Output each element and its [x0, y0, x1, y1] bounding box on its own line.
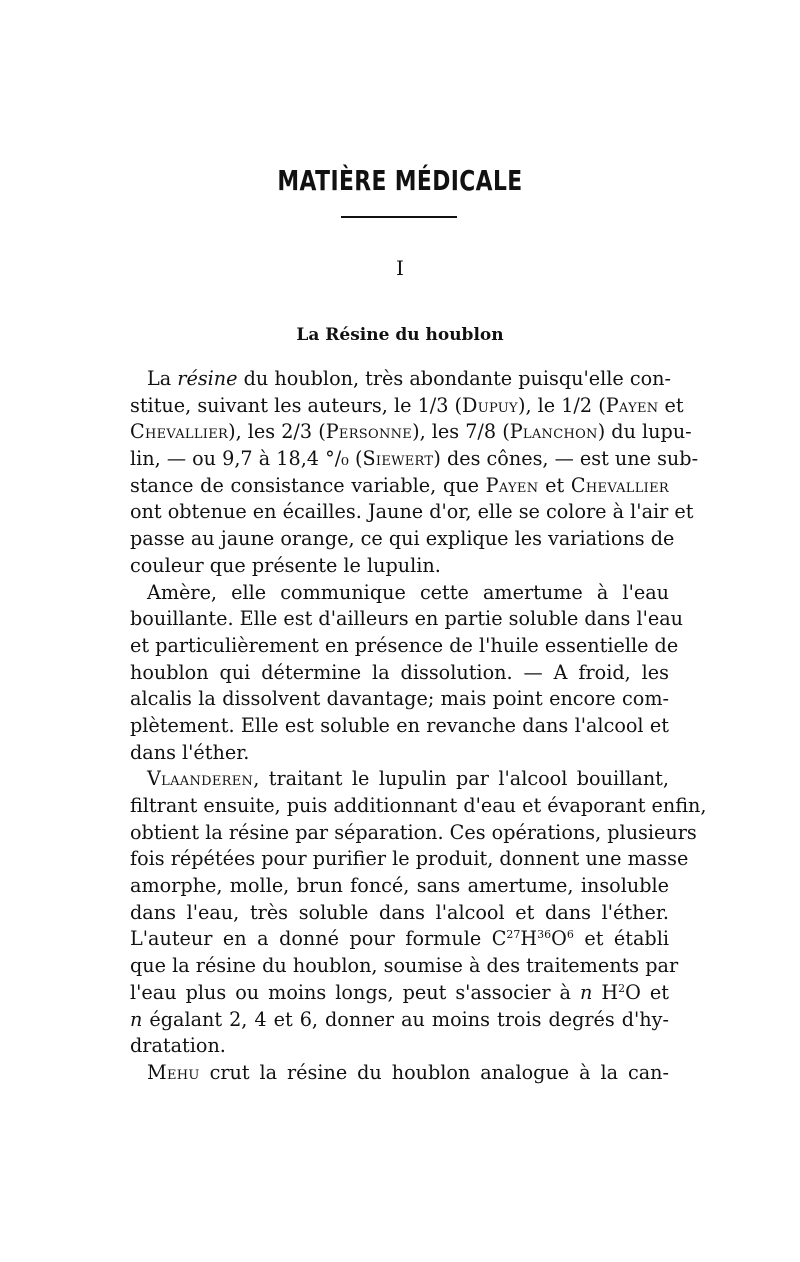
text-line: Amère, elle communique cette amertume à l'eau	[147, 580, 669, 604]
text-line: n égalant 2, 4 et 6, donner au moins trois degrés d'hy-	[130, 1007, 669, 1031]
text-line: Vlaanderen, traitant le lupulin par l'alcool bouillant,	[147, 767, 669, 791]
text-line: ont obtenue en écailles. Jaune d'or, elle se colore à l'air et	[130, 500, 694, 524]
text-line: obtient la résine par séparation. Ces opérations, plusieurs	[130, 820, 697, 844]
text-line: Chevallier), les 2/3 (Personne), les 7/8 (Planchon) du lupu-	[130, 420, 692, 444]
chapter-numeral: I	[396, 256, 404, 280]
body-text	[130, 366, 707, 1087]
title-divider	[341, 216, 457, 218]
page-title: MATIÈRE MÉDICALE	[277, 164, 523, 197]
text-line: l'eau plus ou moins longs, peut s'associer à n $H^2O$ et	[130, 980, 669, 1004]
text-line: passe au jaune orange, ce qui explique les variations de	[130, 527, 675, 551]
text-line: Mehu crut la résine du houblon analogue à la can-	[147, 1060, 669, 1084]
text-line: filtrant ensuite, puis additionnant d'eau et évaporant enfin,	[130, 794, 707, 817]
text-line: stitue, suivant les auteurs, le 1/3 (Dupuy), le 1/2 (Payen et	[130, 393, 684, 417]
text-line: alcalis la dissolvent davantage; mais point encore com-	[130, 687, 669, 711]
text-line: amorphe, molle, brun foncé, sans amertume, insoluble	[130, 874, 669, 898]
text-line: et particulièrement en présence de l'huile essentielle de	[130, 633, 679, 657]
section-title: La Résine du houblon	[296, 325, 504, 345]
text-line: que la résine du houblon, soumise à des traitements par	[130, 954, 679, 978]
text-line: dans l'éther.	[130, 740, 250, 764]
text-line: plètement. Elle est soluble en revanche dans l'alcool et	[130, 713, 669, 737]
text-line: bouillante. Elle est d'ailleurs en partie soluble dans l'eau	[130, 607, 684, 631]
text-line: La résine du houblon, très abondante puisqu'elle con-	[147, 367, 671, 390]
text-line: lin, — ou 9,7 à 18,4 °/₀ (Siewert) des cônes, — est une sub-	[130, 447, 699, 471]
text-line: dratation.	[130, 1034, 226, 1058]
text-line: couleur que présente le lupulin.	[130, 553, 441, 577]
text-line: L'auteur en a donné pour formule $C^{27}H^{36}O^6$ et établi	[130, 927, 669, 951]
text-line: dans l'eau, très soluble dans l'alcool et dans l'éther.	[130, 900, 669, 924]
text-line: fois répétées pour purifier le produit, donnent une masse	[130, 847, 689, 871]
text-line: stance de consistance variable, que Payen et Chevallier	[130, 473, 669, 497]
text-line: houblon qui détermine la dissolution. — A froid, les	[130, 660, 669, 684]
